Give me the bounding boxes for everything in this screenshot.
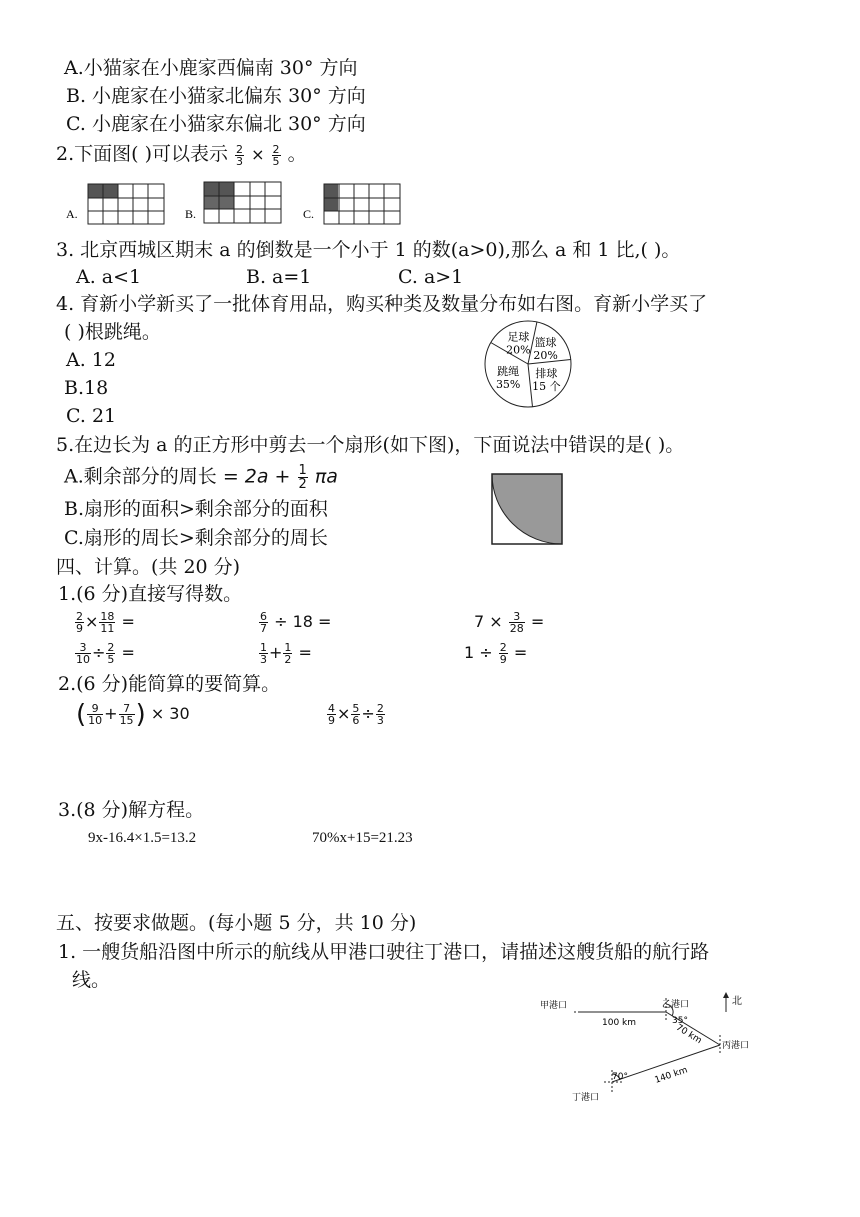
calc-1-frac-a bbox=[75, 611, 84, 634]
q5-option-a-formula: = 2a + bbox=[222, 465, 291, 488]
pie-slice-label: 篮球 bbox=[534, 336, 557, 350]
s2a: 4 bbox=[328, 702, 335, 715]
c3-pre: 7 × bbox=[474, 612, 503, 631]
section-4-part3-title: 3.(8 分)解方程。 bbox=[58, 799, 205, 821]
calc-2-frac-a bbox=[259, 611, 268, 634]
q5-stem: 5.在边长为 a 的正方形中剪去一个扇形(如下图)，下面说法中错误的是( )。 bbox=[56, 434, 685, 456]
s2f: 3 bbox=[376, 714, 384, 727]
pie-slice-value: 20% bbox=[506, 343, 531, 357]
map-port-jia: 甲港口 bbox=[540, 1001, 568, 1011]
c6-eq: = bbox=[513, 643, 528, 662]
q4-option-b: B.18 bbox=[64, 377, 109, 399]
s2-frac-b bbox=[351, 703, 360, 726]
q1-option-a: A.小猫家在小鹿家西偏南 30° 方向 bbox=[64, 57, 358, 79]
calc-item-6 bbox=[464, 641, 527, 665]
section-5-q1-line1: 1. 一艘货船沿图中所示的航线从甲港口驶往丁港口，请描述这艘货船的航行路 bbox=[58, 941, 710, 963]
s2c: 5 bbox=[352, 702, 360, 715]
section-5-title: 五、按要求做题。(每小题 5 分，共 10 分) bbox=[56, 912, 417, 934]
pie-slice-label: 足球 bbox=[507, 330, 530, 344]
s1d: 15 bbox=[119, 714, 134, 727]
q5-option-c: C.扇形的周长>剩余部分的周长 bbox=[64, 527, 328, 549]
s2d: 6 bbox=[352, 714, 360, 727]
q2-end: 。 bbox=[287, 143, 307, 165]
c4-op: ÷ bbox=[92, 643, 106, 662]
q3-stem: 3. 北京西城区期末 a 的倒数是一个小于 1 的数(a>0),那么 a 和 1 比,( )。 bbox=[56, 239, 681, 261]
c5d: 2 bbox=[284, 653, 292, 666]
q2-label-b: B. bbox=[185, 207, 197, 221]
pie-slice-value: 35% bbox=[495, 377, 521, 391]
equation-1: 9x-16.4×1.5=13.2 bbox=[88, 830, 197, 846]
q4-option-a: A. 12 bbox=[66, 349, 116, 371]
section-4-part1-title: 1.(6 分)直接写得数。 bbox=[58, 583, 243, 605]
c1b: 9 bbox=[76, 622, 83, 635]
s2-frac-a bbox=[327, 703, 336, 726]
calc-5-frac-b bbox=[283, 642, 292, 665]
c3a: 3 bbox=[509, 611, 525, 623]
section-5-q1-line2: 线。 bbox=[72, 969, 111, 991]
s1-frac-b bbox=[119, 703, 135, 726]
c1c: 18 bbox=[100, 610, 115, 623]
c2-op: ÷ 18 = bbox=[274, 612, 332, 631]
s2e: 2 bbox=[376, 702, 384, 715]
c4a: 3 bbox=[75, 642, 91, 654]
c5b: 3 bbox=[260, 653, 267, 666]
map-angle-35: 35° bbox=[672, 1016, 688, 1026]
q4-option-c: C. 21 bbox=[66, 405, 117, 427]
q3-option-a: A. a<1 bbox=[76, 266, 142, 288]
c1d: 11 bbox=[100, 622, 115, 635]
c6a: 2 bbox=[499, 641, 507, 654]
q2-times: × bbox=[251, 145, 265, 164]
q5-option-a bbox=[64, 464, 338, 491]
q2-grid-b bbox=[204, 182, 281, 223]
s1-tail: × 30 bbox=[150, 704, 190, 723]
map-north-label: 北 bbox=[732, 996, 742, 1007]
calc-item-2 bbox=[258, 610, 331, 634]
q2-fraction-1 bbox=[235, 144, 244, 167]
q3-option-c: C. a>1 bbox=[398, 266, 464, 288]
c1a: 2 bbox=[76, 610, 83, 623]
q2-f2-den: 5 bbox=[272, 154, 280, 168]
c4b: 10 bbox=[76, 653, 90, 666]
calc-item-1 bbox=[74, 610, 135, 634]
q2-grid-figures bbox=[60, 180, 420, 228]
c4c: 2 bbox=[107, 641, 115, 654]
s1-frac-a bbox=[87, 703, 103, 726]
q4-stem-line1: 4. 育新小学新买了一批体育用品，购买种类及数量分布如右图。育新小学买了 bbox=[56, 293, 708, 315]
s1a: 9 bbox=[87, 703, 103, 715]
c3-eq: = bbox=[530, 612, 545, 631]
q2-f1-den: 3 bbox=[236, 154, 244, 168]
q1-option-b: B. 小鹿家在小猫家北偏东 30° 方向 bbox=[66, 85, 366, 107]
q5-square-sector-figure bbox=[490, 472, 566, 548]
calc-3-frac-a bbox=[509, 611, 525, 634]
c5-op: + bbox=[269, 643, 283, 662]
map-port-yi: 乙港口 bbox=[662, 1000, 690, 1010]
simplify-item-2 bbox=[326, 702, 386, 726]
pie-slice-value: 20% bbox=[533, 349, 558, 363]
c5c: 1 bbox=[284, 641, 292, 654]
q3-option-b: B. a=1 bbox=[246, 266, 312, 288]
s2b: 9 bbox=[328, 714, 335, 727]
route-map bbox=[538, 990, 768, 1104]
c5-eq: = bbox=[298, 643, 312, 662]
q5-option-b: B.扇形的面积>剩余部分的面积 bbox=[64, 498, 328, 520]
c1-op: × bbox=[85, 612, 99, 631]
simplify-item-1: ( $\frac{9}{10}$ + $\frac{7}{15}$ ) × 30 bbox=[76, 699, 190, 730]
q5-option-a-text: A.剩余部分的周长 bbox=[64, 465, 217, 488]
calc-4-frac-a bbox=[75, 642, 91, 665]
calc-1-frac-b bbox=[99, 611, 115, 634]
c4d: 5 bbox=[107, 653, 115, 666]
calc-item-5 bbox=[258, 641, 312, 665]
s2-op2: ÷ bbox=[361, 704, 375, 723]
q5-option-a-pi: πa bbox=[314, 465, 338, 488]
c4-eq: = bbox=[121, 643, 135, 662]
map-port-bing: 丙港口 bbox=[722, 1041, 750, 1051]
q2-f2-num: 2 bbox=[272, 142, 280, 156]
map-distance-70: 70 km bbox=[673, 1022, 704, 1047]
map-port-ding: 丁港口 bbox=[572, 1093, 600, 1103]
q5-half-num: 1 bbox=[298, 463, 307, 478]
q4-stem-line2: ( )根跳绳。 bbox=[64, 321, 161, 343]
q4-pie-chart bbox=[478, 318, 578, 410]
q2-label-a: A. bbox=[66, 207, 78, 221]
c1-eq: = bbox=[121, 612, 135, 631]
calc-5-frac-a bbox=[259, 642, 268, 665]
c5a: 1 bbox=[260, 641, 267, 654]
pie-slice-label: 跳绳 bbox=[497, 364, 520, 378]
pie-slice-label: 排球 bbox=[535, 366, 558, 380]
q1-option-c: C. 小鹿家在小猫家东偏北 30° 方向 bbox=[66, 113, 366, 135]
north-arrow-icon bbox=[723, 992, 729, 998]
map-distance-140: 140 km bbox=[653, 1065, 690, 1086]
s1c: 7 bbox=[119, 703, 135, 715]
map-distance-100: 100 km bbox=[602, 1018, 637, 1028]
c6-pre: 1 ÷ bbox=[464, 643, 493, 662]
c6b: 9 bbox=[499, 653, 507, 666]
q2-stem-text: 2.下面图( )可以表示 bbox=[56, 143, 228, 165]
equation-2: 70%x+15=21.23 bbox=[312, 830, 413, 846]
q2-grid-a bbox=[88, 184, 164, 224]
calc-4-frac-b bbox=[106, 642, 115, 665]
s2-op1: × bbox=[337, 704, 351, 723]
c2a: 6 bbox=[260, 610, 267, 623]
q2-f1-num: 2 bbox=[236, 142, 244, 156]
pie-slice-value: 15 个 bbox=[532, 379, 561, 393]
c2b: 7 bbox=[260, 622, 267, 635]
map-angle-70: 70° bbox=[612, 1072, 628, 1082]
section-4-part2-title: 2.(6 分)能简算的要简算。 bbox=[58, 673, 281, 695]
q2-label-c: C. bbox=[303, 207, 315, 221]
q5-option-a-half bbox=[298, 464, 308, 491]
section-4-title: 四、计算。(共 20 分) bbox=[56, 556, 241, 578]
s2-frac-c bbox=[376, 703, 385, 726]
q2-fraction-2 bbox=[272, 144, 281, 167]
s1b: 10 bbox=[88, 714, 103, 727]
q5-half-den: 2 bbox=[298, 477, 307, 492]
q2-stem bbox=[56, 142, 307, 167]
q2-grid-c bbox=[324, 184, 400, 224]
calc-6-frac-a bbox=[499, 642, 508, 665]
calc-item-4 bbox=[74, 641, 135, 665]
c3b: 28 bbox=[509, 622, 524, 635]
s1-op: + bbox=[104, 704, 118, 723]
calc-item-3 bbox=[474, 610, 544, 634]
